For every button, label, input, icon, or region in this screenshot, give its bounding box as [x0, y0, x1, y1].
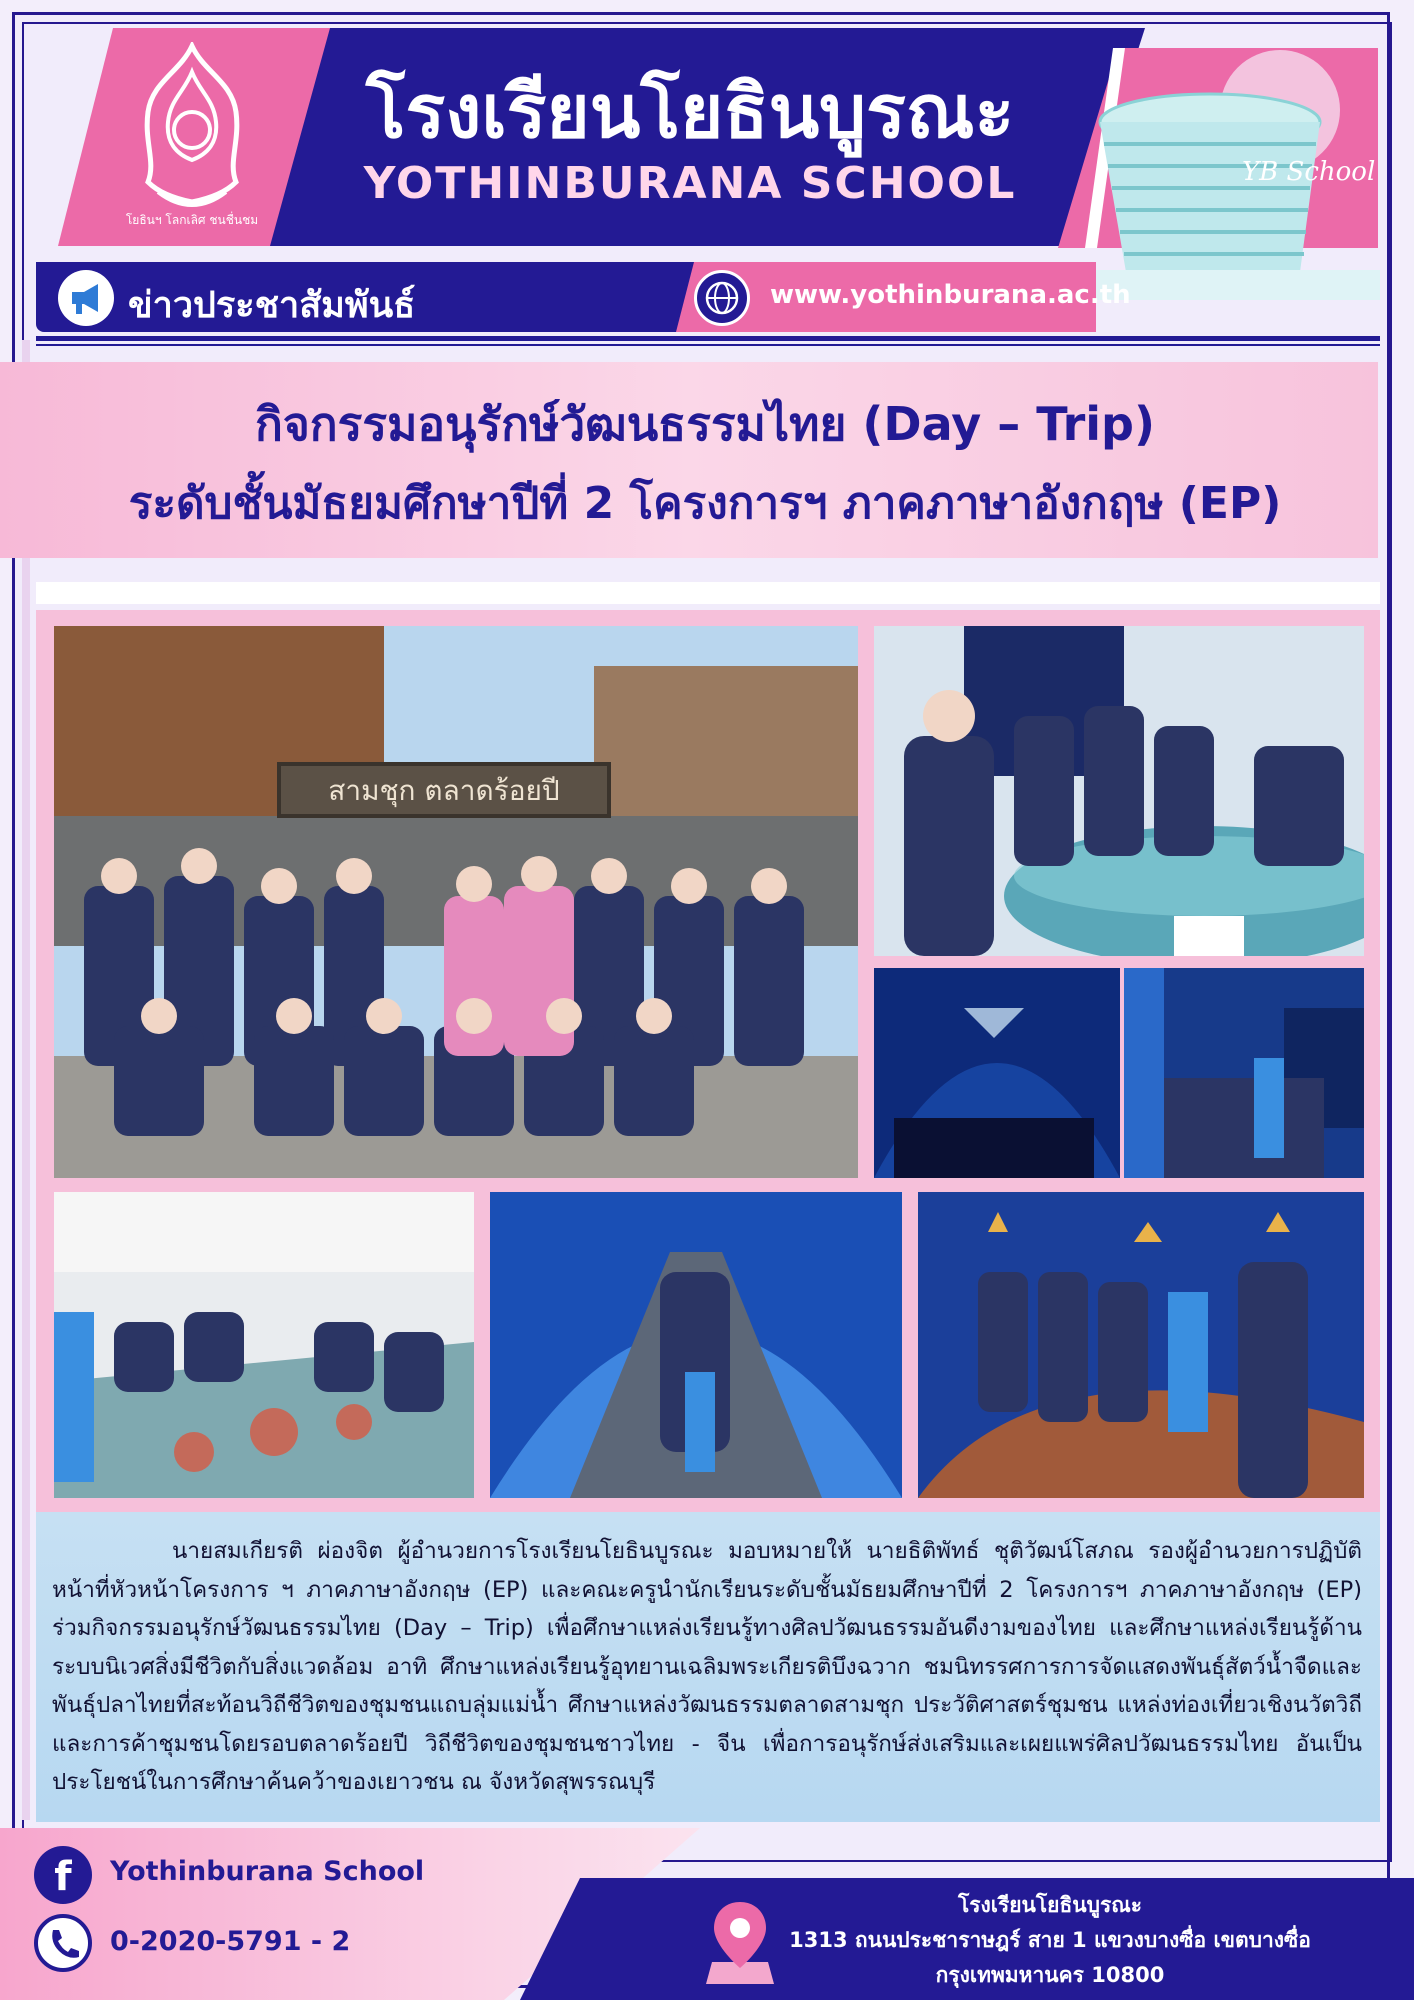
facebook-link[interactable]: Yothinburana School	[110, 1856, 425, 1887]
photo-glass-tunnel	[490, 1192, 902, 1498]
location-pin-icon	[706, 1898, 774, 1984]
school-name-thai: โรงเรียนโยธินบูรณะ	[365, 69, 1015, 155]
globe-icon	[694, 270, 750, 326]
facebook-icon[interactable]	[34, 1846, 92, 1904]
photo-fish-tunnel	[874, 968, 1120, 1178]
left-rail	[22, 340, 30, 1820]
news-paragraph: นายสมเกียรติ ผ่องจิต ผู้อำนวยการโรงเรียนโยธินบูรณะ มอบหมายให้ นายธิติพัทธ์ ชุติวัฒน์โสภณ รองผู้อำนวยการปฏิบัติหน้าที่หัวหน้าโครงการ ฯ ภาคภาษาอังกฤษ (EP) และคณะครูนำนักเรียนระดับชั้นมัธยมศึกษาปีที่ 2 โครงการฯ ภาคภาษาอังกฤษ (EP) ร่วมกิจกรรมอนุรักษ์วัฒนธรรมไทย (Day – Trip) เพื่อศึกษาแหล่งเรียนรู้ทางศิลปวัฒนธรรมอันดีงามของไทย และศึกษาแหล่งเรียนรู้ด้านระบบนิเวศสิ่งมีชีวิตกับสิ่งแวดล้อม อาทิ ศึกษาแหล่งเรียนรู้อุทยานเฉลิมพระเกียรติบึงฉวาก ชมนิทรรศการการจัดแสดงพันธุ์สัตว์น้ำจืดและพันธุ์ปลาไทยที่สะท้อนวิถีชีวิตของชุมชนแถบลุ่มแม่น้ำ ศึกษาแหล่งวัฒนธรรมตลาดสามชุก ประวัติศาสตร์ชุมชน แหล่งท่องเที่ยวเชิงนวัตวิถีและการค้าชุมชนโดยรอบตลาดร้อยปี วิถีชีวิตของชุมชนชาวไทย - จีน เพื่อการอนุรักษ์ส่งเสริมและเผยแพร่ศิลปวัฒนธรรมไทย อันเป็นประโยชน์ในการศึกษาค้นคว้าของเยาวชน ณ จังหวัดสุพรรณบุรี	[52, 1538, 1362, 1795]
school-building-illustration	[1090, 40, 1380, 330]
photo-exhibit-room	[1124, 968, 1364, 1178]
white-strip	[36, 582, 1380, 604]
headline-line-1: กิจกรรมอนุรักษ์วัฒนธรรมไทย (Day – Trip)	[255, 397, 1155, 451]
divider-thin	[36, 344, 1380, 346]
pr-label: ข่าวประชาสัมพันธ์	[128, 285, 416, 326]
address-name: โรงเรียนโยธินบูรณะ	[957, 1893, 1143, 1917]
headline-line-2: ระดับชั้นมัธยมศึกษาปีที่ 2 โครงการฯ ภาคภาษาอังกฤษ (EP)	[128, 478, 1282, 529]
yb-badge: YB School	[1242, 157, 1376, 187]
logo-motto: โยธินฯ โลกเลิศ ชนชื่นชม	[125, 213, 259, 227]
address-line-2: กรุงเทพมหานคร 10800	[935, 1963, 1165, 1987]
school-name-english: YOTHINBURANA SCHOOL	[363, 158, 1017, 209]
address-line-1: 1313 ถนนประชาราษฎร์ สาย 1 แขวงบางซื่อ เขตบางซื่อ	[789, 1928, 1311, 1952]
photo-exhibit-walkway	[918, 1192, 1364, 1498]
website-link[interactable]: www.yothinburana.ac.th	[770, 280, 1131, 310]
phone-number[interactable]: 0-2020-5791 - 2	[110, 1926, 351, 1957]
photo-touch-pool	[54, 1192, 474, 1498]
svg-text:f: f	[54, 1854, 72, 1900]
megaphone-icon	[58, 270, 114, 326]
market-sign: สามชุก ตลาดร้อยปี	[328, 774, 560, 807]
phone-icon[interactable]	[34, 1914, 92, 1972]
school-logo	[122, 42, 262, 232]
photo-market-group	[54, 626, 858, 1178]
divider	[36, 336, 1380, 341]
address-block	[780, 1888, 1320, 1993]
photo-aquarium-tank	[874, 626, 1364, 956]
